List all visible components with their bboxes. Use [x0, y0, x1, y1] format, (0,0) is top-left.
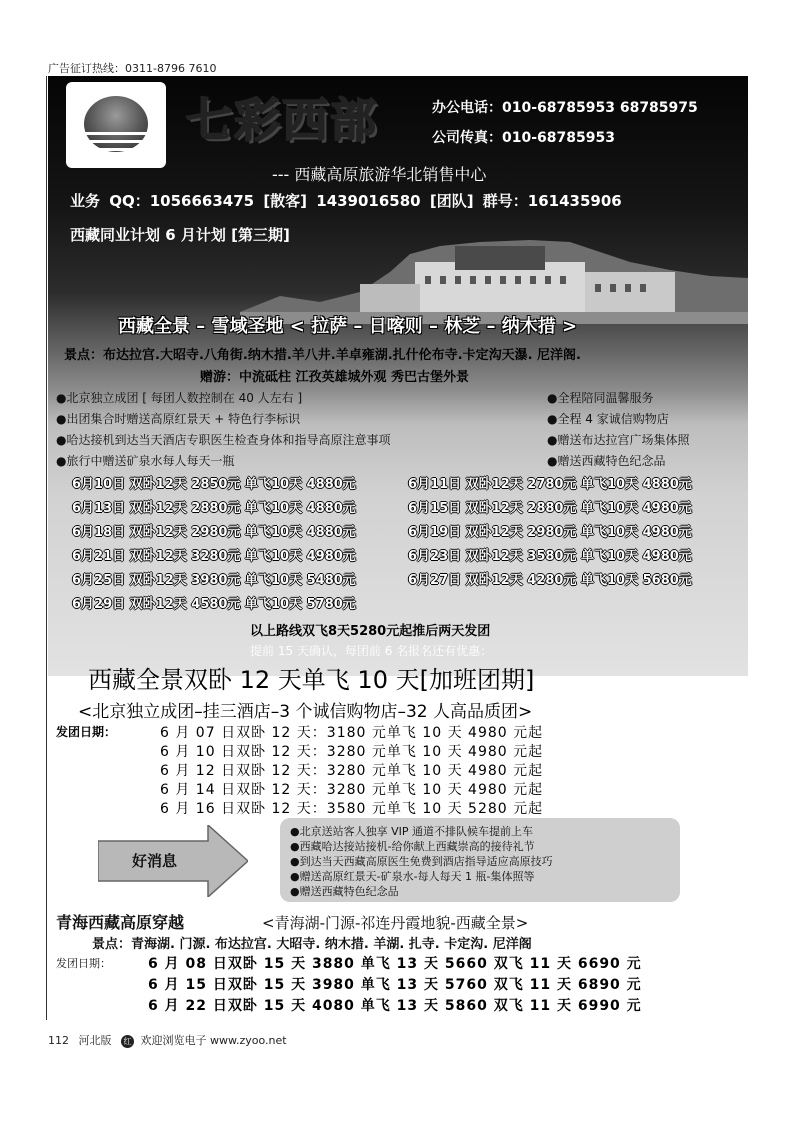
departure-row: 6月18日 双卧12天 2980元 单飞10天 4880元	[72, 525, 356, 540]
qinghai-departure-label: 发团日期：	[56, 957, 111, 970]
departure-row: 6月13日 双卧12天 2880元 单飞10天 4880元	[72, 501, 356, 516]
left-rule	[46, 76, 47, 1020]
good-news-item: ●到达当天西藏高原医生免费到酒店指导适应高原技巧	[290, 855, 553, 868]
potala-palace-image	[240, 232, 748, 324]
good-news-item: ●北京送站客人独享 VIP 通道不排队候车提前上车	[290, 825, 533, 838]
scenic-spots: 景点：布达拉宫.大昭寺.八角街.纳木措.羊八井.羊卓雍湖.扎什伦布寺.卡定沟天瀑. 尼洋阁.	[64, 348, 581, 363]
edition-label: 河北版	[78, 1034, 112, 1047]
feature-bullet: ●全程陪同温馨服务	[547, 391, 654, 405]
feature-bullet: ●出团集合时赠送高原红景天 + 特色行李标识	[56, 412, 301, 426]
good-news-item: ●赠送高原红景天-矿泉水-每人每天 1 瓶-集体照等	[290, 870, 535, 883]
qq-line: 业务 QQ：1056663475 [散客] 1439016580 [团队] 群号：161435906	[70, 192, 622, 210]
ad-hotline: 广告征订热线：0311-8796 7610	[48, 62, 217, 75]
good-news-item: ●西藏哈达接站接机-给你献上西藏崇高的接待礼节	[290, 840, 535, 853]
departure-row: 6月19日 双卧12天 2980元 单飞10天 4980元	[408, 525, 692, 540]
good-news-item: ●赠送西藏特色纪念品	[290, 885, 399, 898]
feature-bullet: ●赠送西藏特色纪念品	[547, 454, 666, 468]
feature-bullet: ●哈达接机到达当天酒店专职医生检查身体和指导高原注意事项	[56, 433, 391, 447]
extra-departure-row: 6 月 12 日双卧 12 天：3280 元单飞 10 天 4980 元起	[160, 763, 544, 779]
departure-row: 6月29日 双卧12天 4580元 单飞10天 5780元	[72, 597, 356, 612]
advance-booking-note: 提前 15 天确认，每团前 6 名报名还有优惠：	[250, 644, 493, 658]
departure-row: 6月15日 双卧12天 2880元 单飞10天 4980元	[408, 501, 692, 516]
fax-number: 公司传真：010-68785953	[432, 130, 615, 146]
feature-bullet: ●全程 4 家诚信购物店	[547, 412, 669, 426]
feature-bullet: ●旅行中赠送矿泉水每人每天一瓶	[56, 454, 235, 468]
qinghai-tour-title: 青海西藏高原穿越	[56, 913, 185, 932]
departure-row: 6月25日 双卧12天 3980元 单飞10天 5480元	[72, 573, 356, 588]
page-number: 112	[48, 1034, 69, 1047]
extra-departure-row: 6 月 16 日双卧 12 天：3580 元单飞 10 天 5280 元起	[160, 801, 544, 817]
qinghai-departure-row: 6 月 22 日双卧 15 天 4080 单飞 13 天 5860 双飞 11 天 6990 元	[148, 998, 642, 1014]
office-phone: 办公电话：010-68785953 68785975	[432, 100, 698, 116]
departure-row: 6月21日 双卧12天 3280元 单飞10天 4980元	[72, 549, 356, 564]
brand-name: 七彩西部	[186, 93, 378, 147]
feature-bullet: ●北京独立成团 [ 每团人数控制在 40 人左右 ]	[56, 391, 303, 405]
sun-logo-icon	[66, 82, 166, 168]
bonus-tours: 赠游：中流砥柱 江孜英雄城外观 秀巴古堡外景	[200, 370, 470, 385]
plan-title: 西藏同业计划 6 月计划 [第三期]	[70, 226, 290, 244]
extra-tour-subtitle: <北京独立成团–挂三酒店–3 个诚信购物店–32 人高品质团>	[78, 702, 533, 722]
qinghai-tour-route: <青海湖-门源-祁连丹霞地貌-西藏全景>	[262, 914, 529, 932]
extended-route-note: 以上路线双飞8天5280元起推后两天发团	[250, 624, 491, 639]
extra-departure-row: 6 月 14 日双卧 12 天：3280 元单飞 10 天 4980 元起	[160, 782, 544, 798]
departure-row: 6月23日 双卧12天 3580元 单飞10天 4980元	[408, 549, 692, 564]
departure-label: 发团日期：	[56, 725, 117, 739]
tagline: --- 西藏高原旅游华北销售中心	[272, 165, 487, 184]
extra-departure-row: 6 月 07 日双卧 12 天：3180 元单飞 10 天 4980 元起	[160, 725, 544, 741]
tour-route-title: 西藏全景 – 雪域圣地 < 拉萨 – 日喀则 – 林芝 – 纳木措 >	[118, 316, 578, 337]
qinghai-scenic-spots: 景点：青海湖. 门源. 布达拉宫. 大昭寺. 纳木措. 羊湖. 扎寺. 卡定沟. 尼洋阁	[92, 937, 532, 952]
badge-icon: 红	[121, 1035, 134, 1048]
departure-row: 6月11日 双卧12天 2780元 单飞10天 4880元	[408, 477, 692, 492]
good-news-label: 好消息	[132, 852, 178, 870]
extra-tour-title: 西藏全景双卧 12 天单飞 10 天[加班团期]	[88, 666, 535, 694]
departure-row: 6月10日 双卧12天 2850元 单飞10天 4880元	[72, 477, 356, 492]
feature-bullet: ●赠送布达拉宫广场集体照	[547, 433, 690, 447]
qinghai-departure-row: 6 月 15 日双卧 15 天 3980 单飞 13 天 5760 双飞 11 天 6890 元	[148, 977, 642, 993]
departure-row: 6月27日 双卧12天 4280元 单飞10天 5680元	[408, 573, 692, 588]
website-link[interactable]: 欢迎浏览电子 www.zyoo.net	[140, 1034, 287, 1047]
qinghai-departure-row: 6 月 08 日双卧 15 天 3880 单飞 13 天 5660 双飞 11 天 6690 元	[148, 956, 642, 972]
extra-departure-row: 6 月 10 日双卧 12 天：3280 元单飞 10 天 4980 元起	[160, 744, 544, 760]
page-footer	[48, 1032, 287, 1048]
